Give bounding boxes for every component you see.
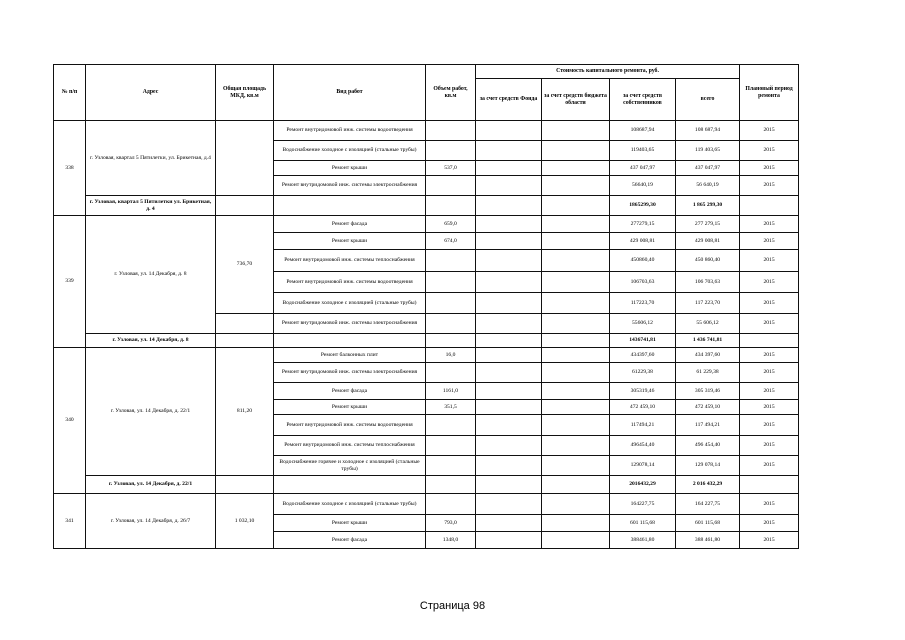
own-cell: 305319,46 (610, 383, 676, 400)
period-cell: 2015 (740, 515, 799, 532)
period-cell: 2015 (740, 233, 799, 250)
volume-cell: 1161,0 (426, 383, 476, 400)
row-address: г. Узловая, ул. 14 Декабря, д. 8 (86, 216, 216, 334)
header-num: № п/п (54, 65, 86, 121)
fund-cell (476, 363, 542, 383)
period-cell: 2015 (740, 532, 799, 549)
total-cell: 56 640,19 (676, 176, 740, 196)
total-cell: 601 115,68 (676, 515, 740, 532)
total-cell: 437 047,97 (676, 161, 740, 176)
fund-cell (476, 348, 542, 363)
work-type-cell: Водоснабжение холодное с изоляцией (стальные трубы) (274, 141, 426, 161)
region-cell (542, 494, 610, 515)
empty-cell (274, 196, 426, 216)
empty-cell (476, 334, 542, 348)
period-cell: 2015 (740, 121, 799, 141)
own-cell: 56640,19 (610, 176, 676, 196)
region-cell (542, 456, 610, 476)
total-cell: 388 461,80 (676, 532, 740, 549)
region-cell (542, 250, 610, 272)
period-cell: 2015 (740, 293, 799, 314)
fund-cell (476, 141, 542, 161)
empty-cell (426, 334, 476, 348)
volume-cell: 674,0 (426, 233, 476, 250)
work-type-cell: Ремонт фасада (274, 383, 426, 400)
period-cell: 2015 (740, 161, 799, 176)
fund-cell (476, 250, 542, 272)
empty-cell (426, 476, 476, 494)
period-cell: 2015 (740, 494, 799, 515)
period-cell: 2015 (740, 436, 799, 456)
region-cell (542, 314, 610, 334)
fund-cell (476, 415, 542, 436)
volume-cell: 537,0 (426, 161, 476, 176)
total-cell: 117 223,70 (676, 293, 740, 314)
table-row (54, 121, 799, 141)
total-row (54, 196, 799, 216)
region-cell (542, 436, 610, 456)
empty-cell (216, 476, 274, 494)
volume-cell (426, 456, 476, 476)
work-type-cell: Ремонт крыши (274, 515, 426, 532)
work-type-cell: Ремонт внутридомовой инж. системы теплоснабжения (274, 436, 426, 456)
period-cell: 2015 (740, 363, 799, 383)
total-cell: 472 459,10 (676, 400, 740, 415)
row-area: 811,20 (216, 348, 274, 476)
region-cell (542, 415, 610, 436)
region-cell (542, 363, 610, 383)
volume-cell (426, 272, 476, 293)
table-row (54, 348, 799, 363)
period-cell: 2015 (740, 348, 799, 363)
header-cost-group: Стоимость капитального ремонта, руб. (476, 65, 740, 79)
total-cell: 119 403,65 (676, 141, 740, 161)
empty-cell (216, 334, 274, 348)
own-cell: 117223,70 (610, 293, 676, 314)
volume-cell: 659,0 (426, 216, 476, 233)
row-area: 1 032,10 (216, 494, 274, 549)
fund-cell (476, 272, 542, 293)
total-cell: 106 703,63 (676, 272, 740, 293)
repair-register-table (53, 64, 799, 549)
table-row (54, 494, 799, 515)
fund-cell (476, 161, 542, 176)
volume-cell: 793,0 (426, 515, 476, 532)
region-cell (542, 348, 610, 363)
volume-cell (426, 436, 476, 456)
period-cell: 2015 (740, 250, 799, 272)
fund-cell (476, 176, 542, 196)
row-area: 736,70 (216, 216, 274, 314)
repair-register-sheet (53, 64, 798, 570)
own-cell: 601 115,68 (610, 515, 676, 532)
own-cell: 108687,94 (610, 121, 676, 141)
total-cell: 277 279,15 (676, 216, 740, 233)
volume-cell (426, 363, 476, 383)
total-row (54, 334, 799, 348)
total-cell: 1 436 741,81 (676, 334, 740, 348)
period-cell: 2015 (740, 272, 799, 293)
fund-cell (476, 293, 542, 314)
volume-cell (426, 141, 476, 161)
header-work-type: Вид работ (274, 65, 426, 121)
own-cell: 1865299,30 (610, 196, 676, 216)
empty-cell (216, 196, 274, 216)
period-cell: 2015 (740, 415, 799, 436)
own-cell: 472 459,10 (610, 400, 676, 415)
region-cell (542, 400, 610, 415)
own-cell: 164227,75 (610, 494, 676, 515)
row-num: 338 (54, 121, 86, 216)
period-cell: 2015 (740, 216, 799, 233)
region-cell (542, 383, 610, 400)
total-row-label: г. Узловая, ул. 14 Декабря, д. 8 (86, 334, 216, 348)
total-row-label: г. Узловая, ул. 14 Декабря, д. 22/1 (86, 476, 216, 494)
row-address: г. Узловая, квартал 5 Пятилетки, ул. Брикетная, д.4 (86, 121, 216, 196)
table-row (54, 216, 799, 233)
own-cell: 496454,40 (610, 436, 676, 456)
work-type-cell: Ремонт внутридомовой инж. системы электроснабжения (274, 176, 426, 196)
own-cell: 1436741,81 (610, 334, 676, 348)
row-num: 341 (54, 494, 86, 549)
work-type-cell: Ремонт внутридомовой инж. системы водоотведения (274, 415, 426, 436)
total-cell: 55 606,12 (676, 314, 740, 334)
own-cell: 55606,12 (610, 314, 676, 334)
volume-cell: 1348,0 (426, 532, 476, 549)
period-cell: 2015 (740, 383, 799, 400)
empty-cell (476, 476, 542, 494)
region-cell (542, 233, 610, 250)
work-type-cell: Ремонт внутридомовой инж. системы теплоснабжения (274, 250, 426, 272)
volume-cell (426, 176, 476, 196)
work-type-cell: Ремонт крыши (274, 233, 426, 250)
fund-cell (476, 233, 542, 250)
work-type-cell: Ремонт крыши (274, 400, 426, 415)
work-type-cell: Ремонт балконных плит (274, 348, 426, 363)
work-type-cell: Водоснабжение холодное с изоляцией (стальные трубы) (274, 293, 426, 314)
volume-cell (426, 415, 476, 436)
fund-cell (476, 216, 542, 233)
fund-cell (476, 515, 542, 532)
period-cell: 2015 (740, 141, 799, 161)
own-cell: 117494,21 (610, 415, 676, 436)
header-region: за счет средств бюджета области (542, 79, 610, 121)
total-cell: 2 016 432,29 (676, 476, 740, 494)
empty-cell (740, 476, 799, 494)
empty-cell (542, 476, 610, 494)
empty-cell (274, 476, 426, 494)
row-num: 340 (54, 348, 86, 494)
own-cell: 277279,15 (610, 216, 676, 233)
row-num: 339 (54, 216, 86, 348)
fund-cell (476, 400, 542, 415)
total-cell: 129 078,14 (676, 456, 740, 476)
own-cell: 437 047,97 (610, 161, 676, 176)
fund-cell (476, 314, 542, 334)
volume-cell: 16,0 (426, 348, 476, 363)
header-area: Общая площадь МКД, кв.м (216, 65, 274, 121)
work-type-cell: Ремонт крыши (274, 161, 426, 176)
own-cell: 129078,14 (610, 456, 676, 476)
empty-cell (274, 334, 426, 348)
header-fund: за счет средств Фонда (476, 79, 542, 121)
total-cell: 429 008,81 (676, 233, 740, 250)
work-type-cell: Водоснабжение горячее и холодное с изоляцией (стальные трубы) (274, 456, 426, 476)
period-cell: 2015 (740, 314, 799, 334)
work-type-cell: Ремонт внутридомовой инж. системы электроснабжения (274, 363, 426, 383)
region-cell (542, 121, 610, 141)
region-cell (542, 293, 610, 314)
own-cell: 429 008,81 (610, 233, 676, 250)
fund-cell (476, 436, 542, 456)
volume-cell (426, 250, 476, 272)
total-cell: 496 454,40 (676, 436, 740, 456)
own-cell: 450860,40 (610, 250, 676, 272)
empty-cell (542, 196, 610, 216)
work-type-cell: Ремонт внутридомовой инж. системы электроснабжения (274, 314, 426, 334)
work-type-cell: Ремонт внутридомовой инж. системы водоотведения (274, 272, 426, 293)
own-cell: 106703,63 (610, 272, 676, 293)
work-type-cell: Ремонт внутридомовой инж. системы водоотведения (274, 121, 426, 141)
row-area (216, 121, 274, 196)
own-cell: 61229,38 (610, 363, 676, 383)
total-cell: 305 319,46 (676, 383, 740, 400)
empty-cell (740, 334, 799, 348)
header-period: Плановый период ремонта (740, 65, 799, 121)
region-cell (542, 515, 610, 532)
fund-cell (476, 121, 542, 141)
volume-cell (426, 494, 476, 515)
period-cell: 2015 (740, 456, 799, 476)
empty-cell (476, 196, 542, 216)
empty-cell (740, 196, 799, 216)
work-type-cell: Ремонт фасада (274, 532, 426, 549)
period-cell: 2015 (740, 176, 799, 196)
period-cell: 2015 (740, 400, 799, 415)
fund-cell (476, 494, 542, 515)
region-cell (542, 532, 610, 549)
region-cell (542, 272, 610, 293)
total-cell: 1 865 299,30 (676, 196, 740, 216)
empty-cell (542, 334, 610, 348)
row-address: г. Узловая, ул. 14 Декабря, д. 22/1 (86, 348, 216, 476)
total-cell: 61 229,38 (676, 363, 740, 383)
header-volume: Объем работ, кв.м (426, 65, 476, 121)
own-cell: 2016432,29 (610, 476, 676, 494)
volume-cell: 351,5 (426, 400, 476, 415)
row-address: г. Узловая, ул. 14 Декабря, д. 26/7 (86, 494, 216, 549)
volume-cell (426, 314, 476, 334)
total-cell: 117 494,21 (676, 415, 740, 436)
volume-cell (426, 121, 476, 141)
own-cell: 388461,80 (610, 532, 676, 549)
row-area (216, 314, 274, 334)
own-cell: 434397,60 (610, 348, 676, 363)
total-row (54, 476, 799, 494)
work-type-cell: Ремонт фасада (274, 216, 426, 233)
fund-cell (476, 456, 542, 476)
volume-cell (426, 293, 476, 314)
region-cell (542, 141, 610, 161)
region-cell (542, 176, 610, 196)
fund-cell (476, 383, 542, 400)
header-total: всего (676, 79, 740, 121)
empty-cell (426, 196, 476, 216)
header-own: за счет средств собственников (610, 79, 676, 121)
region-cell (542, 161, 610, 176)
total-row-label: г. Узловая, квартал 5 Пятилетки ул. Брикетная, д. 4 (86, 196, 216, 216)
total-cell: 108 687,94 (676, 121, 740, 141)
fund-cell (476, 532, 542, 549)
own-cell: 119403,65 (610, 141, 676, 161)
total-cell: 450 860,40 (676, 250, 740, 272)
region-cell (542, 216, 610, 233)
page-number-footer: Страница 98 (419, 600, 486, 612)
total-cell: 434 397,60 (676, 348, 740, 363)
total-cell: 164 227,75 (676, 494, 740, 515)
work-type-cell: Водоснабжение холодное с изоляцией (стальные трубы) (274, 494, 426, 515)
header-address: Адрес (86, 65, 216, 121)
